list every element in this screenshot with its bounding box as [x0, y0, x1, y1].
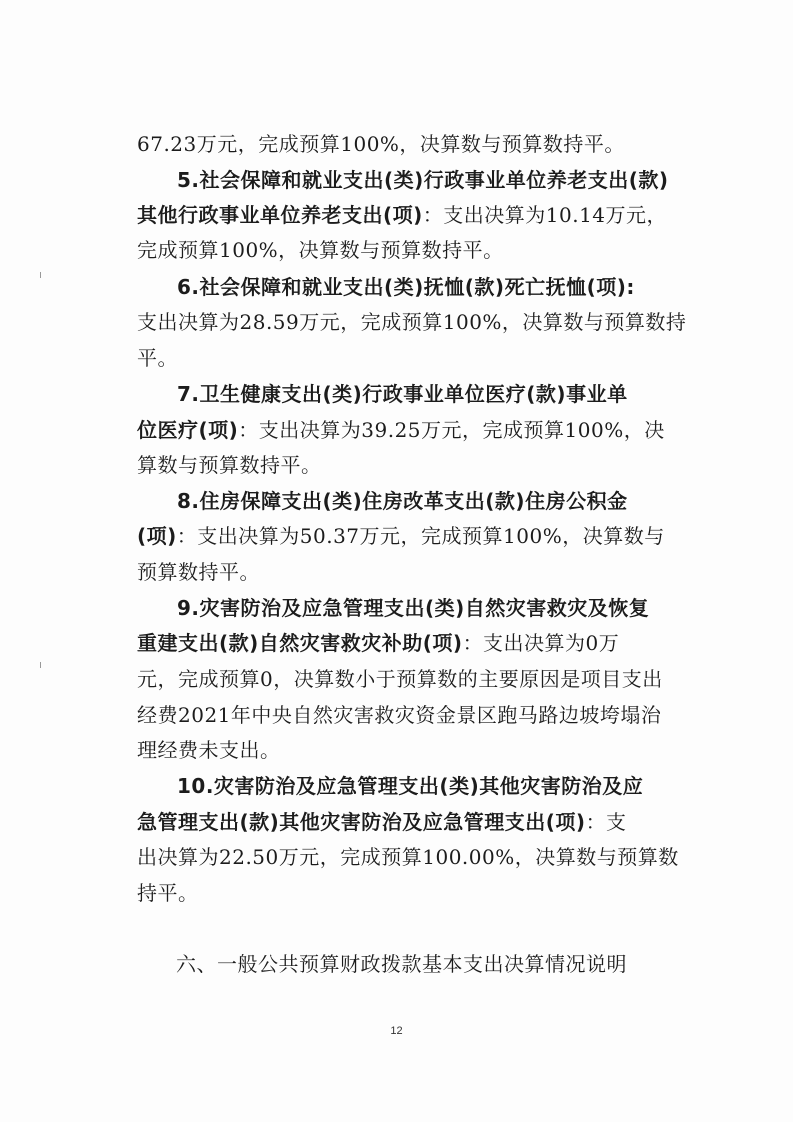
text-line [137, 810, 677, 834]
text-line [137, 524, 677, 548]
text-line [137, 738, 677, 762]
item-heading: 重建支出(款)自然灾害救灾补助(项) [137, 631, 463, 655]
item-9-heading-line [177, 596, 717, 620]
text-line [137, 631, 677, 655]
section-heading: 六、一般公共预算财政拨款基本支出决算情况说明 [176, 952, 627, 976]
text-line [137, 132, 677, 156]
text-line [137, 453, 677, 477]
item-heading: 急管理支出(款)其他灾害防治及应急管理支出(项) [137, 810, 586, 834]
body-text: 理经费未支出。 [137, 738, 281, 762]
item-heading: 5.社会保障和就业支出(类)行政事业单位养老支出(款) [177, 168, 669, 192]
scan-mark [40, 272, 41, 278]
body-text: 经费2021年中央自然灾害救灾资金景区跑马路边坡垮塌治 [137, 703, 662, 727]
body-text: ：支出决算为50.37万元，完成预算100%，决算数与 [176, 524, 665, 548]
item-heading: 8.住房保障支出(类)住房改革支出(款)住房公积金 [177, 489, 628, 513]
scan-mark [40, 662, 41, 668]
body-text: 支出决算为28.59万元，完成预算100%，决算数与预算数持 [137, 310, 687, 334]
item-heading: 位医疗(项) [137, 418, 239, 442]
item-heading: 7.卫生健康支出(类)行政事业单位医疗(款)事业单 [177, 382, 628, 406]
item-7-heading-line [177, 382, 717, 406]
page-number: 12 [390, 1025, 403, 1037]
text-line [137, 560, 677, 584]
item-10-heading-line [177, 774, 717, 798]
body-text: 出决算为22.50万元，完成预算100.00%，决算数与预算数 [137, 845, 679, 869]
item-heading: 10.灾害防治及应急管理支出(类)其他灾害防治及应 [177, 774, 644, 798]
body-text: 预算数持平。 [137, 560, 260, 584]
item-heading: (项) [137, 524, 177, 548]
text-line [137, 418, 677, 442]
text-line [137, 667, 677, 691]
text-line [137, 881, 677, 905]
text-line [137, 238, 677, 262]
item-heading: 9.灾害防治及应急管理支出(类)自然灾害救灾及恢复 [177, 596, 650, 620]
item-6-heading-line [177, 275, 717, 299]
body-text: ：支 [585, 810, 627, 834]
body-text: ：支出决算为0万 [462, 631, 620, 655]
body-text: 67.23万元，完成预算100%，决算数与预算数持平。 [137, 132, 625, 156]
item-heading: 6.社会保障和就业支出(类)抚恤(款)死亡抚恤(项): [177, 275, 635, 299]
text-line [137, 346, 677, 370]
item-5-heading-line [177, 168, 717, 192]
body-text: 完成预算100%，决算数与预算数持平。 [137, 238, 504, 262]
item-heading: 其他行政事业单位养老支出(项) [137, 203, 423, 227]
body-text: 元，完成预算0，决算数小于预算数的主要原因是项目支出 [137, 667, 663, 691]
body-text: ：支出决算为10.14万元， [422, 203, 668, 227]
text-line [137, 310, 687, 334]
body-text: 平。 [137, 346, 178, 370]
text-line [137, 703, 677, 727]
body-text: 持平。 [137, 881, 199, 905]
body-text: 算数与预算数持平。 [137, 453, 322, 477]
text-line [137, 203, 677, 227]
body-text: ：支出决算为39.25万元，完成预算100%，决 [238, 418, 665, 442]
text-line [137, 845, 677, 869]
item-8-heading-line [177, 489, 717, 513]
